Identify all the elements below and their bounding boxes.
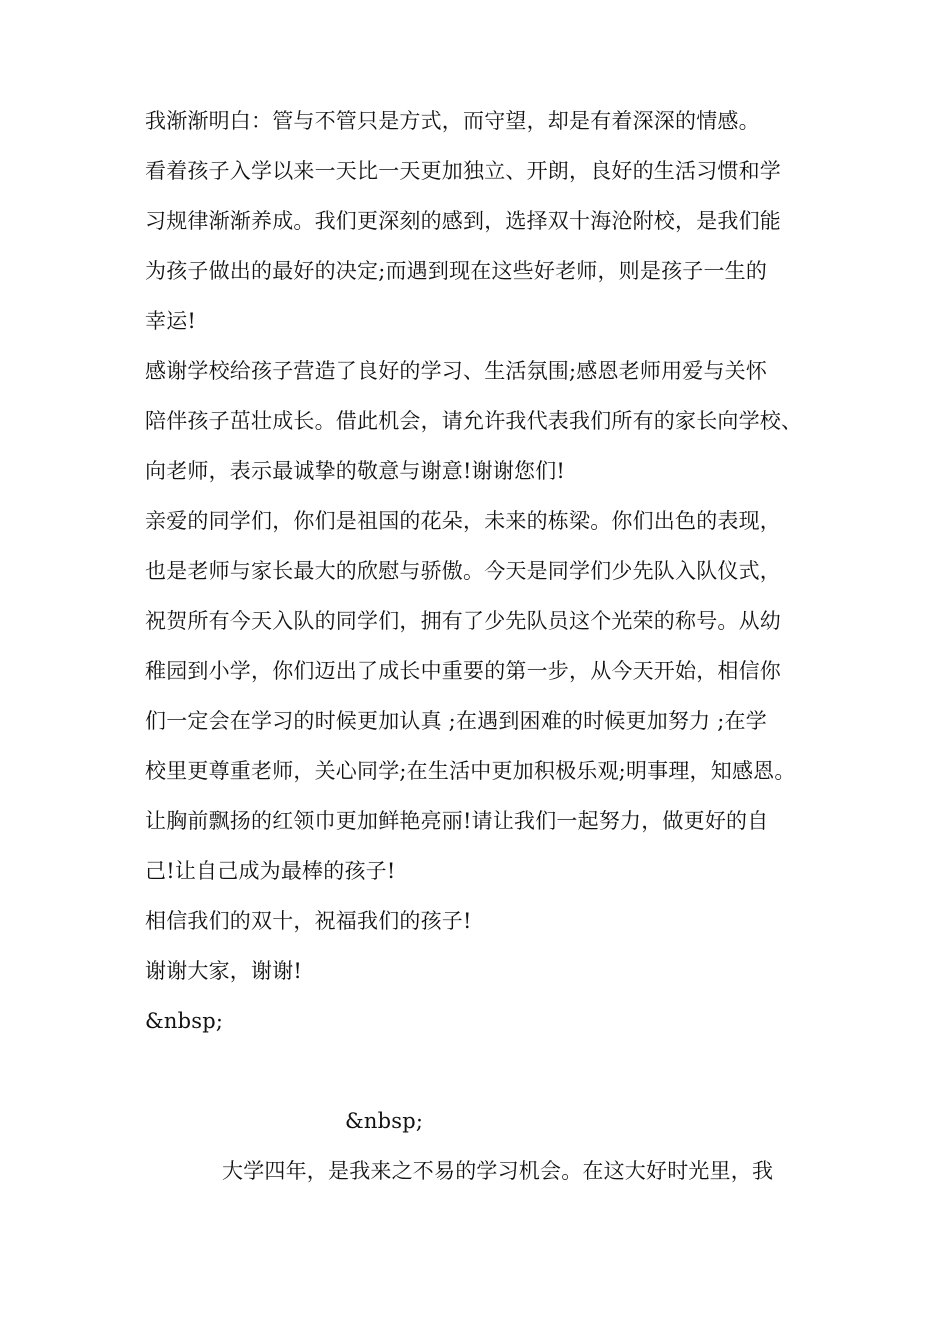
text-line: 向老师，表示最诚挚的敬意与谢意!谢谢您们! — [145, 459, 566, 483]
text-line: 为孩子做出的最好的决定;而遇到现在这些好老师，则是孩子一生的 — [145, 259, 768, 283]
text-line: 大学四年，是我来之不易的学习机会。在这大好时光里，我 — [222, 1159, 774, 1183]
text-line: 校里更尊重老师，关心同学;在生活中更加积极乐观;明事理，知感恩。 — [145, 759, 796, 783]
text-line: 也是老师与家长最大的欣慰与骄傲。今天是同学们少先队入队仪式， — [145, 559, 781, 583]
text-line: 亲爱的同学们，你们是祖国的花朵，未来的栋梁。你们出色的表现， — [145, 509, 781, 533]
text-line: 幸运! — [145, 309, 197, 333]
text-line: 陪伴孩子茁壮成长。借此机会，请允许我代表我们所有的家长向学校、 — [145, 409, 803, 433]
text-line: 祝贺所有今天入队的同学们，拥有了少先队员这个光荣的称号。从幼 — [145, 609, 781, 633]
text-line: 习规律渐渐养成。我们更深刻的感到，选择双十海沧附校，是我们能 — [145, 209, 781, 233]
text-line: 谢谢大家，谢谢! — [145, 959, 303, 983]
text-line: 看着孩子入学以来一天比一天更加独立、开朗，良好的生活习惯和学 — [145, 159, 781, 183]
text-line: &nbsp; — [145, 1009, 224, 1033]
text-line: &nbsp; — [345, 1109, 424, 1133]
text-line: 感谢学校给孩子营造了良好的学习、生活氛围;感恩老师用爱与关怀 — [145, 359, 768, 383]
text-line: 们一定会在学习的时候更加认真 ;在遇到困难的时候更加努力 ;在学 — [145, 709, 767, 733]
text-line: 相信我们的双十，祝福我们的孩子! — [145, 909, 472, 933]
text-line: 己!让自己成为最棒的孩子! — [145, 859, 396, 883]
text-line: 让胸前飘扬的红领巾更加鲜艳亮丽!请让我们一起努力，做更好的自 — [145, 809, 769, 833]
text-line: 稚园到小学，你们迈出了成长中重要的第一步，从今天开始，相信你 — [145, 659, 781, 683]
text-line: 我渐渐明白：管与不管只是方式，而守望，却是有着深深的情感。 — [145, 109, 760, 133]
